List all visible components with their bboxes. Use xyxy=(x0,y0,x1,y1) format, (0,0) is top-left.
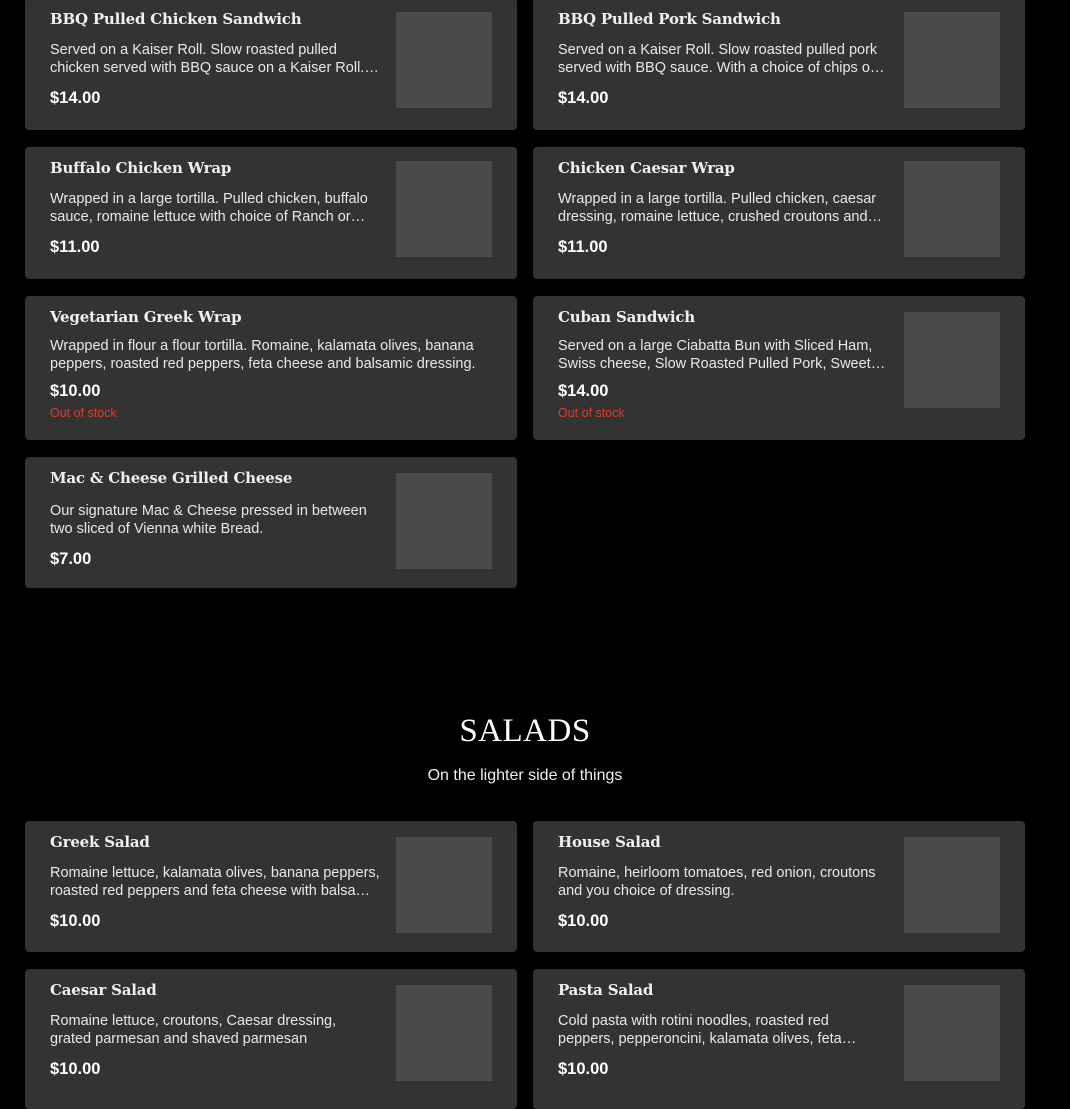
menu-item-name: Greek Salad xyxy=(50,833,150,851)
menu-item-image xyxy=(904,312,1000,408)
menu-item-card[interactable] xyxy=(25,969,517,1109)
menu-item-image xyxy=(904,12,1000,108)
menu-item-description: Served on a large Ciabatta Bun with Sliced Ham, Swiss cheese, Slow Roasted Pulled Pork, Sweet xyxy=(558,338,873,372)
section-subtitle: On the lighter side of things xyxy=(427,767,623,784)
menu-item-description: Served on a Kaiser Roll. Slow roasted pulled chicken served with BBQ sauce on a Kaiser Roll. xyxy=(50,42,365,76)
menu-item-name: Buffalo Chicken Wrap xyxy=(50,159,232,177)
menu-item-card[interactable] xyxy=(25,147,517,279)
menu-item-image xyxy=(904,985,1000,1081)
menu-item-name: Chicken Caesar Wrap xyxy=(558,159,735,177)
menu-item-name: Pasta Salad xyxy=(558,981,654,999)
menu-item-price: $10.00 xyxy=(50,1060,101,1078)
menu-item-price: $10.00 xyxy=(50,912,101,930)
menu-item-description: Our signature Mac & Cheese pressed in between two sliced of Vienna white Bread. xyxy=(50,503,367,537)
menu-item-price: $10.00 xyxy=(558,912,609,930)
menu-item-card[interactable] xyxy=(533,296,1025,440)
menu-item-price: $14.00 xyxy=(558,382,609,400)
menu-item-card[interactable] xyxy=(533,821,1025,952)
menu-item-image xyxy=(396,473,492,569)
menu-item-description: Cold pasta with rotini noodles, roasted red peppers, pepperoncini, kalamata olives, feta xyxy=(558,1013,842,1047)
menu-item-description: Wrapped in flour a flour tortilla. Romaine, kalamata olives, banana peppers, roasted red peppers, feta cheese and balsamic dressing. xyxy=(50,338,476,372)
menu-item-card[interactable] xyxy=(25,296,517,440)
menu-item-description: Served on a Kaiser Roll. Slow roasted pulled pork served with BBQ sauce. With a choice of chips or xyxy=(558,42,878,76)
menu-item-name: Vegetarian Greek Wrap xyxy=(50,308,242,326)
out-of-stock-label: Out of stock xyxy=(50,406,117,420)
menu-item-name: Cuban Sandwich xyxy=(558,308,695,326)
menu-item-name: House Salad xyxy=(558,833,661,851)
menu-item-card[interactable] xyxy=(25,457,517,588)
menu-item-description: Wrapped in a large tortilla. Pulled chicken, buffalo sauce, romaine lettuce with choice of Ranch or xyxy=(50,191,368,225)
menu-item-name: Mac & Cheese Grilled Cheese xyxy=(50,469,293,487)
section-title: SALADS xyxy=(459,713,591,749)
menu-item-image xyxy=(904,837,1000,933)
menu-item-card[interactable] xyxy=(533,969,1025,1109)
menu-item-card[interactable] xyxy=(533,0,1025,130)
menu-item-image xyxy=(396,161,492,257)
menu-item-image xyxy=(396,12,492,108)
menu-item-description: Romaine, heirloom tomatoes, red onion, croutons and you choice of dressing. xyxy=(558,865,876,899)
menu-item-description: Romaine lettuce, croutons, Caesar dressing, grated parmesan and shaved parmesan xyxy=(50,1013,337,1047)
menu-item-card[interactable] xyxy=(25,821,517,952)
menu-item-price: $7.00 xyxy=(50,550,92,568)
menu-item-name: Caesar Salad xyxy=(50,981,157,999)
menu-item-price: $10.00 xyxy=(558,1060,609,1078)
menu-item-description: Romaine lettuce, kalamata olives, banana peppers, roasted red peppers and feta cheese with balsamic xyxy=(50,865,380,899)
menu-item-price: $14.00 xyxy=(50,89,101,107)
menu-item-price: $14.00 xyxy=(558,89,609,107)
menu-item-name: BBQ Pulled Chicken Sandwich xyxy=(50,10,302,28)
menu-item-name: BBQ Pulled Pork Sandwich xyxy=(558,10,781,28)
out-of-stock-label: Out of stock xyxy=(558,406,625,420)
menu-item-image xyxy=(904,161,1000,257)
menu-item-price: $11.00 xyxy=(50,238,100,256)
menu-item-description: Wrapped in a large tortilla. Pulled chicken, caesar dressing, romaine lettuce, crushed croutons and xyxy=(558,191,877,225)
menu-item-card[interactable] xyxy=(533,147,1025,279)
menu-item-image xyxy=(396,837,492,933)
menu-item-price: $10.00 xyxy=(50,382,101,400)
menu-item-card[interactable] xyxy=(25,0,517,130)
menu-item-price: $11.00 xyxy=(558,238,608,256)
menu-item-image xyxy=(396,985,492,1081)
